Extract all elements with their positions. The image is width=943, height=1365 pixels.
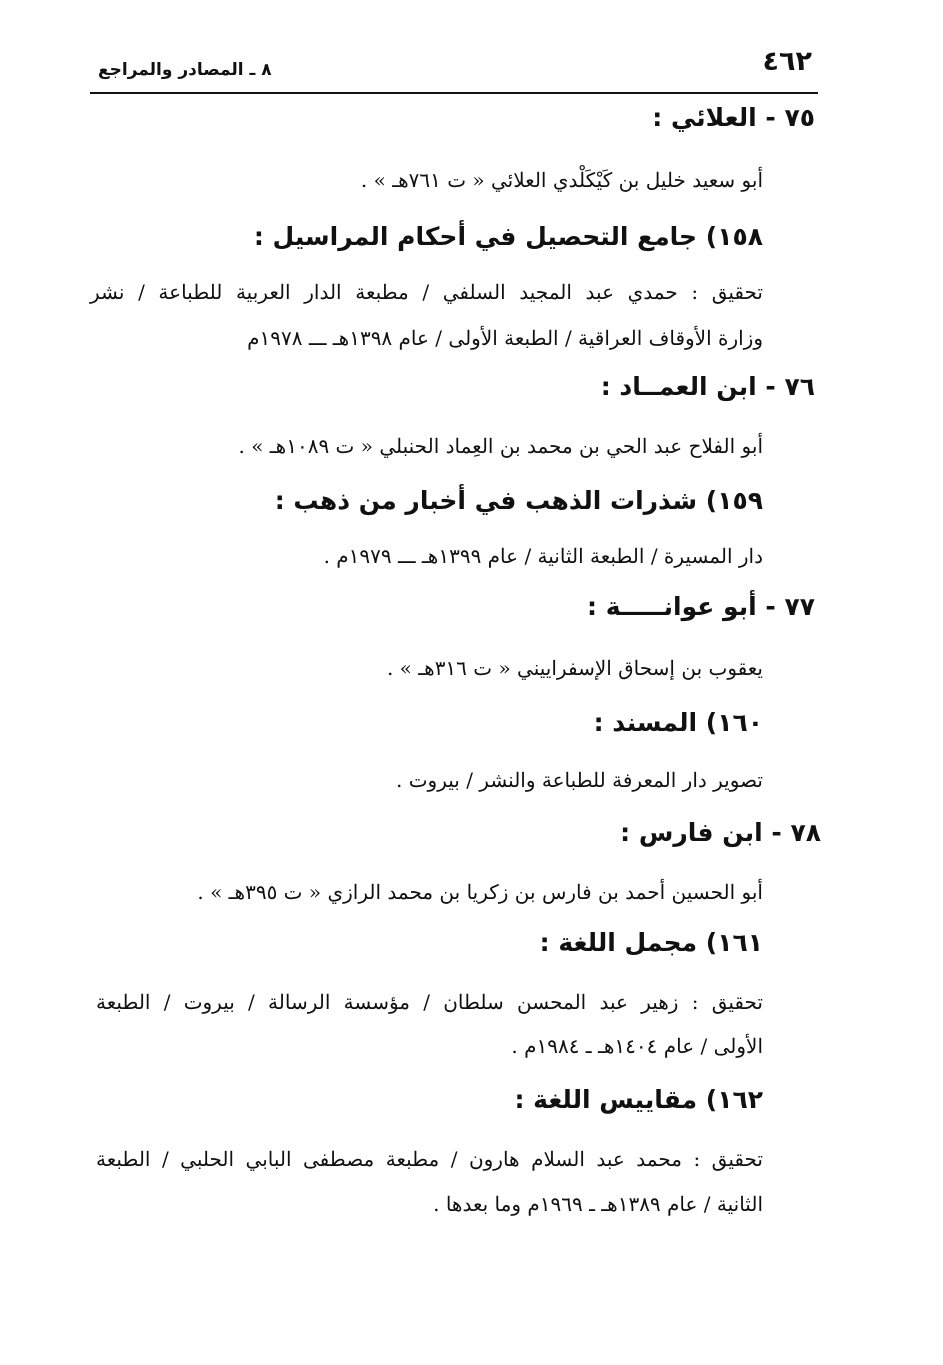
book-heading-161: ١٦١) مجمل اللغة :: [539, 928, 763, 957]
running-title: ٨ ـ المصادر والمراجع: [98, 60, 272, 80]
publication-line-159: دار المسيرة / الطبعة الثانية / عام ١٣٩٩هـ ـــ ١٩٧٩م .: [323, 544, 763, 568]
book-heading-159: ١٥٩) شذرات الذهب في أخبار من ذهب :: [274, 486, 763, 515]
publication-line-162-2: الثانية / عام ١٣٨٩هـ ـ ١٩٦٩م وما بعدها .: [433, 1192, 763, 1216]
book-heading-162: ١٦٢) مقاييس اللغة :: [514, 1085, 763, 1114]
publication-line-158-1: تحقيق : حمدي عبد المجيد السلفي / مطبعة الدار العربية للطباعة / نشر: [90, 280, 763, 304]
author-heading-77: ٧٧ - أبو عوانـــــة :: [587, 592, 815, 621]
author-bio-77: يعقوب بن إسحاق الإسفراييني « ت ٣١٦هـ » .: [386, 656, 763, 680]
book-heading-160: ١٦٠) المسند :: [593, 708, 763, 737]
page-header: [90, 46, 818, 94]
book-heading-158: ١٥٨) جامع التحصيل في أحكام المراسيل :: [253, 222, 763, 251]
author-heading-78: ٧٨ - ابن فارس :: [620, 818, 821, 847]
publication-line-161-1: تحقيق : زهير عبد المحسن سلطان / مؤسسة الرسالة / بيروت / الطبعة: [96, 990, 763, 1014]
author-heading-76: ٧٦ - ابن العمــاد :: [600, 372, 815, 401]
publication-line-158-2: وزارة الأوقاف العراقية / الطبعة الأولى / عام ١٣٩٨هـ ـــ ١٩٧٨م: [247, 326, 763, 350]
author-bio-76: أبو الفلاح عبد الحي بن محمد بن العِماد الحنبلي « ت ١٠٨٩هـ » .: [238, 434, 763, 458]
publication-line-162-1: تحقيق : محمد عبد السلام هارون / مطبعة مصطفى البابي الحلبي / الطبعة: [96, 1147, 763, 1171]
publication-line-160: تصوير دار المعرفة للطباعة والنشر / بيروت .: [396, 768, 763, 792]
author-bio-78: أبو الحسين أحمد بن فارس بن زكريا بن محمد الرازي « ت ٣٩٥هـ » .: [197, 880, 763, 904]
page-number: ٤٦٢: [762, 46, 812, 77]
author-bio-75: أبو سعيد خليل بن كَيْكَلْدي العلائي « ت ٧٦١هـ » .: [360, 168, 763, 192]
publication-line-161-2: الأولى / عام ١٤٠٤هـ ـ ١٩٨٤م .: [511, 1034, 763, 1058]
author-heading-75: ٧٥ - العلائي :: [652, 103, 815, 132]
